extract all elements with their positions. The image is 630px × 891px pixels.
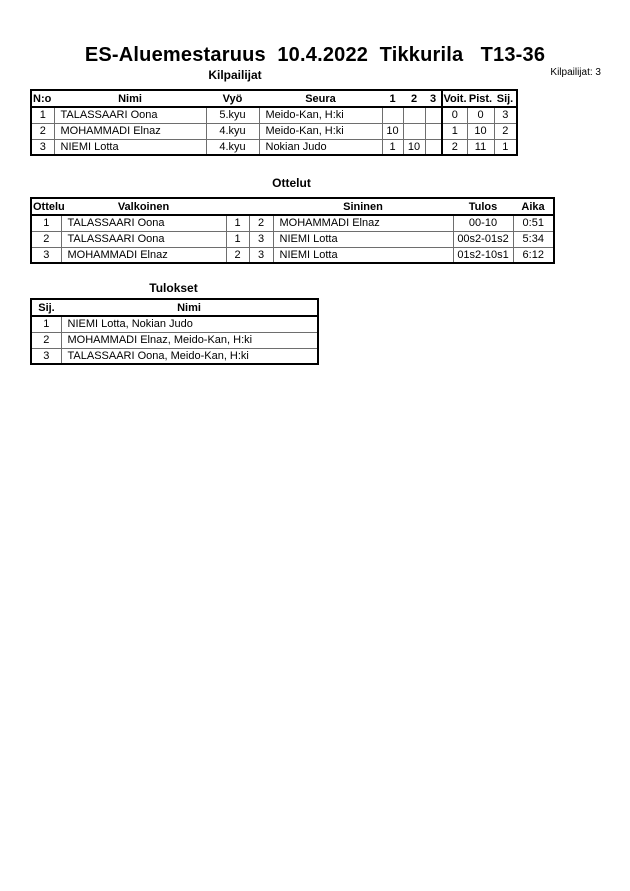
cell-name: NIEMI Lotta, Nokian Judo: [61, 316, 318, 332]
cell-place: 1: [494, 139, 517, 155]
cell-name: MOHAMMADI Elnaz, Meido-Kan, H:ki: [61, 332, 318, 348]
cell-place: 3: [31, 348, 61, 364]
cell-white-no: 1: [226, 215, 249, 231]
cell-match: 1: [31, 215, 61, 231]
cell-place: 2: [31, 332, 61, 348]
cell-white: MOHAMMADI Elnaz: [61, 247, 226, 263]
cell-club: Nokian Judo: [259, 139, 382, 155]
cell-name: TALASSAARI Oona: [54, 107, 206, 123]
col-header-time: Aika: [513, 198, 554, 215]
col-header-wins: Voit.: [442, 90, 467, 107]
table-row: [31, 215, 554, 231]
cell-place: 3: [494, 107, 517, 123]
competitors-section-title: Kilpailijat: [208, 68, 262, 82]
cell-blue-no: 3: [249, 231, 273, 247]
cell-time: 6:12: [513, 247, 554, 263]
results-header-row: [31, 299, 318, 316]
cell-points: 10: [467, 123, 494, 139]
table-row: [31, 123, 517, 139]
cell-wins: 2: [442, 139, 467, 155]
cell-no: 1: [31, 107, 54, 123]
col-header-match1: 1: [382, 90, 403, 107]
matches-table: [30, 197, 555, 264]
cell-points: 0: [467, 107, 494, 123]
col-header-blue-no: [249, 198, 273, 215]
cell-no: 2: [31, 123, 54, 139]
cell-result: 00s2-01s2: [453, 231, 513, 247]
cell-match2: [403, 107, 425, 123]
table-row: [31, 247, 554, 263]
cell-blue: NIEMI Lotta: [273, 247, 453, 263]
cell-white: TALASSAARI Oona: [61, 231, 226, 247]
cell-white-no: 1: [226, 231, 249, 247]
cell-match1: [382, 107, 403, 123]
table-row: [31, 107, 517, 123]
cell-match2: 10: [403, 139, 425, 155]
col-header-belt: Vyö: [206, 90, 259, 107]
cell-result: 01s2-10s1: [453, 247, 513, 263]
cell-place: 2: [494, 123, 517, 139]
cell-blue-no: 3: [249, 247, 273, 263]
cell-belt: 5.kyu: [206, 107, 259, 123]
col-header-place: Sij.: [31, 299, 61, 316]
cell-club: Meido-Kan, H:ki: [259, 107, 382, 123]
cell-wins: 1: [442, 123, 467, 139]
results-table: [30, 298, 319, 365]
col-header-no: N:o: [31, 90, 54, 107]
col-header-white: Valkoinen: [61, 198, 226, 215]
cell-belt: 4.kyu: [206, 139, 259, 155]
col-header-white-no: [226, 198, 249, 215]
col-header-club: Seura: [259, 90, 382, 107]
table-row: [31, 139, 517, 155]
cell-name: MOHAMMADI Elnaz: [54, 123, 206, 139]
cell-white: TALASSAARI Oona: [61, 215, 226, 231]
col-header-place: Sij.: [494, 90, 517, 107]
cell-belt: 4.kyu: [206, 123, 259, 139]
competitor-count: Kilpailijat: 3: [550, 67, 601, 78]
competitors-table: [30, 89, 518, 156]
table-row: [31, 316, 318, 332]
cell-wins: 0: [442, 107, 467, 123]
cell-match2: [403, 123, 425, 139]
table-row: [31, 348, 318, 364]
cell-match3: [425, 123, 442, 139]
cell-points: 11: [467, 139, 494, 155]
col-header-blue: Sininen: [273, 198, 453, 215]
page-title: ES-Aluemestaruus 10.4.2022 Tikkurila T13-36: [84, 44, 546, 66]
cell-match1: 10: [382, 123, 403, 139]
cell-blue-no: 2: [249, 215, 273, 231]
competitors-header-row: [31, 90, 517, 107]
cell-match3: [425, 107, 442, 123]
cell-match3: [425, 139, 442, 155]
col-header-name: Nimi: [61, 299, 318, 316]
cell-no: 3: [31, 139, 54, 155]
cell-place: 1: [31, 316, 61, 332]
cell-blue: MOHAMMADI Elnaz: [273, 215, 453, 231]
col-header-match3: 3: [425, 90, 442, 107]
col-header-points: Pist.: [467, 90, 494, 107]
results-section-title: Tulokset: [149, 281, 198, 295]
cell-match: 2: [31, 231, 61, 247]
cell-blue: NIEMI Lotta: [273, 231, 453, 247]
cell-match1: 1: [382, 139, 403, 155]
cell-result: 00-10: [453, 215, 513, 231]
cell-time: 5:34: [513, 231, 554, 247]
table-row: [31, 332, 318, 348]
col-header-name: Nimi: [54, 90, 206, 107]
col-header-match2: 2: [403, 90, 425, 107]
cell-white-no: 2: [226, 247, 249, 263]
cell-time: 0:51: [513, 215, 554, 231]
matches-header-row: [31, 198, 554, 215]
cell-name: NIEMI Lotta: [54, 139, 206, 155]
cell-match: 3: [31, 247, 61, 263]
col-header-match: Ottelu: [31, 198, 61, 215]
matches-section-title: Ottelut: [272, 176, 311, 190]
col-header-result: Tulos: [453, 198, 513, 215]
cell-name: TALASSAARI Oona, Meido-Kan, H:ki: [61, 348, 318, 364]
table-row: [31, 231, 554, 247]
cell-club: Meido-Kan, H:ki: [259, 123, 382, 139]
